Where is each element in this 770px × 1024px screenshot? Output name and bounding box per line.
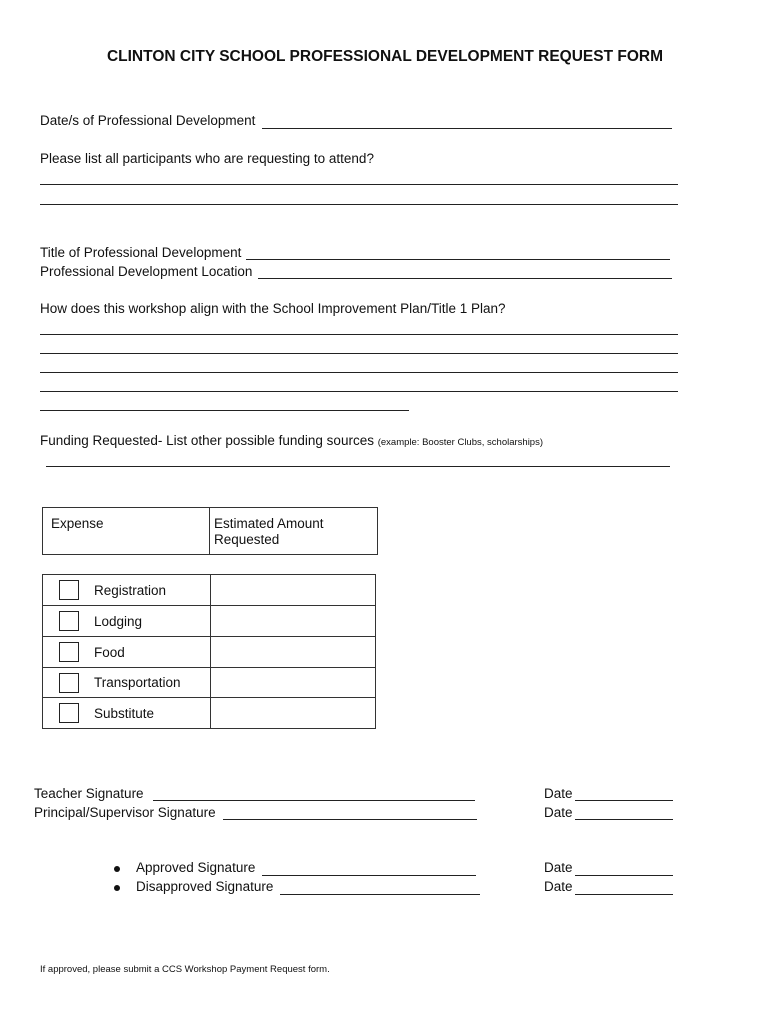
expense-item-label: Registration — [94, 583, 167, 598]
bullet-icon — [114, 885, 120, 891]
participants-label: Please list all participants who are requesting to attend? — [40, 151, 374, 166]
teacher-date-label: Date — [544, 786, 573, 801]
pd-location-label: Professional Development Location — [40, 264, 253, 279]
registration-amount-field[interactable] — [211, 575, 376, 606]
amount-header-label: Estimated Amount Requested — [214, 516, 324, 547]
principal-signature-label: Principal/Supervisor Signature — [34, 805, 216, 820]
expense-item-cell — [43, 698, 211, 729]
table-row — [43, 575, 376, 606]
food-amount-field[interactable] — [211, 637, 376, 668]
approved-date-label: Date — [544, 860, 573, 875]
alignment-field-line-2[interactable] — [40, 353, 678, 354]
participants-field-line-1[interactable] — [40, 184, 678, 185]
disapproved-date-field[interactable] — [575, 894, 673, 895]
participants-field-line-2[interactable] — [40, 204, 678, 205]
disapproved-signature-field[interactable] — [280, 894, 480, 895]
funding-field[interactable] — [46, 466, 670, 467]
teacher-signature-field[interactable] — [153, 800, 475, 801]
expense-item-label: Lodging — [94, 614, 143, 629]
expense-item-label: Food — [94, 645, 125, 660]
expense-items-table — [42, 574, 376, 729]
expense-item-cell — [43, 637, 211, 668]
footer-note: If approved, please submit a CCS Workshop Payment Request form. — [40, 964, 330, 975]
dates-field[interactable] — [262, 128, 672, 129]
expense-item-cell — [43, 668, 211, 698]
alignment-field-line-3[interactable] — [40, 372, 678, 373]
substitute-checkbox[interactable] — [59, 703, 79, 723]
funding-example-text: (example: Booster Clubs, scholarships) — [377, 437, 543, 448]
disapproved-date-label: Date — [544, 879, 573, 894]
alignment-field-line-5[interactable] — [40, 410, 409, 411]
transportation-checkbox[interactable] — [59, 673, 79, 693]
alignment-field-line-4[interactable] — [40, 391, 678, 392]
substitute-amount-field[interactable] — [211, 698, 376, 729]
amount-header-cell — [210, 508, 378, 555]
expense-item-cell — [43, 606, 211, 637]
expense-item-label: Transportation — [94, 675, 181, 690]
expense-header-label: Expense — [51, 516, 104, 531]
disapproved-signature-label: Disapproved Signature — [136, 879, 274, 894]
lodging-checkbox[interactable] — [59, 611, 79, 631]
pd-title-field[interactable] — [246, 259, 670, 260]
expense-item-label: Substitute — [94, 706, 155, 721]
funding-label — [40, 433, 543, 448]
teacher-signature-label: Teacher Signature — [34, 786, 144, 801]
table-row — [43, 668, 376, 698]
expense-header-table — [42, 507, 378, 555]
registration-checkbox[interactable] — [59, 580, 79, 600]
table-row — [43, 698, 376, 729]
approved-date-field[interactable] — [575, 875, 673, 876]
lodging-amount-field[interactable] — [211, 606, 376, 637]
transportation-amount-field[interactable] — [211, 668, 376, 698]
page-title: CLINTON CITY SCHOOL PROFESSIONAL DEVELOPMENT REQUEST FORM — [106, 48, 664, 65]
principal-date-label: Date — [544, 805, 573, 820]
principal-date-field[interactable] — [575, 819, 673, 820]
table-row — [43, 606, 376, 637]
expense-item-cell — [43, 575, 211, 606]
approved-signature-label: Approved Signature — [136, 860, 256, 875]
funding-label-text: Funding Requested- List other possible funding sources — [40, 433, 374, 448]
approved-signature-field[interactable] — [262, 875, 476, 876]
table-row — [43, 637, 376, 668]
pd-title-label: Title of Professional Development — [40, 245, 242, 260]
expense-header-cell — [43, 508, 210, 555]
alignment-label: How does this workshop align with the School Improvement Plan/Title 1 Plan? — [40, 301, 506, 316]
food-checkbox[interactable] — [59, 642, 79, 662]
bullet-icon — [114, 866, 120, 872]
teacher-date-field[interactable] — [575, 800, 673, 801]
principal-signature-field[interactable] — [223, 819, 477, 820]
dates-label: Date/s of Professional Development — [40, 113, 256, 128]
pd-location-field[interactable] — [258, 278, 672, 279]
alignment-field-line-1[interactable] — [40, 334, 678, 335]
